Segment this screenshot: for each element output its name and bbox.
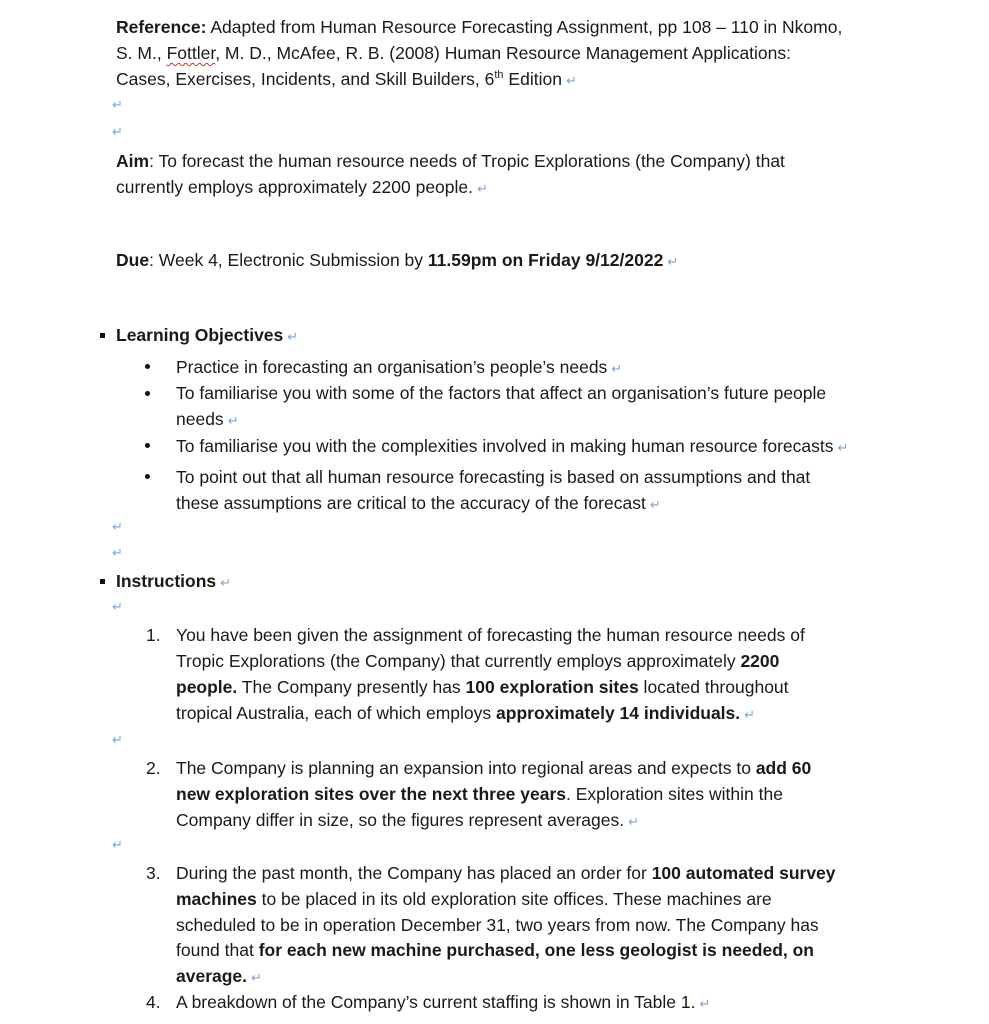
paragraph-mark-icon: ↵ [699, 996, 711, 1011]
objective-2-line-1: To familiarise you with some of the factors that affect an organisation’s future people [176, 383, 827, 403]
paragraph-mark-icon: ↵ [112, 97, 123, 112]
reference-line-3: Cases, Exercises, Incidents, and Skill Builders, 6th Edition ↵ [116, 69, 577, 89]
objective-4-line-1: To point out that all human resource forecasting is based on assumptions and that [176, 467, 811, 487]
paragraph-mark-icon: ↵ [837, 440, 849, 455]
spelling-flag[interactable]: Fottler [166, 43, 216, 63]
list-number: 3. [146, 863, 161, 883]
instruction-1-line-3: people. The Company presently has 100 exploration sites located throughout [176, 677, 789, 697]
paragraph-mark-icon: ↵ [251, 970, 262, 985]
aim-line-2: currently employs approximately 2200 people. ↵ [116, 177, 488, 197]
paragraph-mark-icon: ↵ [112, 732, 123, 747]
instruction-2-line-1: The Company is planning an expansion into regional areas and expects to add 60 [176, 758, 812, 778]
paragraph-mark-icon: ↵ [227, 413, 239, 428]
paragraph-mark-icon: ↵ [112, 519, 123, 534]
bullet-square-icon [100, 333, 105, 338]
paragraph-mark-icon: ↵ [649, 497, 661, 512]
instruction-3-line-3: scheduled to be in operation December 31, two years from now. The Company has [176, 915, 819, 935]
instructions-heading: Instructions ↵ [116, 571, 232, 591]
reference-line-1: Reference: Adapted from Human Resource Forecasting Assignment, pp 108 – 110 in Nkomo, [116, 17, 843, 37]
learning-objectives-heading: Learning Objectives ↵ [116, 325, 299, 345]
instruction-3-line-1: During the past month, the Company has placed an order for 100 automated survey [176, 863, 836, 883]
due-line: Due: Week 4, Electronic Submission by 11.59pm on Friday 9/12/2022 ↵ [116, 250, 679, 270]
instruction-2-line-2: new exploration sites over the next three years. Exploration sites within the [176, 784, 783, 804]
paragraph-mark-icon: ↵ [112, 545, 123, 560]
objective-3: To familiarise you with the complexities involved in making human resource forecasts ↵ [176, 436, 849, 456]
paragraph-mark-icon: ↵ [611, 361, 623, 376]
bullet-dot-icon [145, 364, 150, 369]
paragraph-mark-icon: ↵ [220, 575, 232, 590]
bullet-dot-icon [145, 474, 150, 479]
instruction-4-line-1: A breakdown of the Company’s current staffing is shown in Table 1. ↵ [176, 992, 711, 1012]
instruction-3-line-4: found that for each new machine purchased, one less geologist is needed, on [176, 940, 815, 960]
instruction-3-line-5: average. ↵ [176, 966, 262, 986]
instruction-1-line-4: tropical Australia, each of which employs approximately 14 individuals. ↵ [176, 703, 756, 723]
objective-1: Practice in forecasting an organisation’s people’s needs ↵ [176, 357, 623, 377]
paragraph-mark-icon: ↵ [287, 329, 299, 344]
bullet-square-icon [100, 579, 105, 584]
bullet-dot-icon [145, 391, 150, 396]
list-number: 2. [146, 758, 161, 778]
bullet-dot-icon [145, 443, 150, 448]
instruction-1-line-2: Tropic Explorations (the Company) that currently employs approximately 2200 [176, 651, 780, 671]
instruction-3-line-2: machines to be placed in its old exploration site offices. These machines are [176, 889, 772, 909]
paragraph-mark-icon: ↵ [112, 837, 123, 852]
instruction-1-line-1: You have been given the assignment of forecasting the human resource needs of [176, 625, 805, 645]
reference-line-2: S. M., Fottler, M. D., McAfee, R. B. (2008) Human Resource Management Applications: [116, 43, 792, 63]
paragraph-mark-icon: ↵ [112, 599, 123, 614]
paragraph-mark-icon: ↵ [477, 181, 488, 196]
paragraph-mark-icon: ↵ [667, 254, 679, 269]
aim-line-1: Aim: To forecast the human resource needs of Tropic Explorations (the Company) that [116, 151, 785, 171]
paragraph-mark-icon: ↵ [565, 73, 577, 88]
list-number: 4. [146, 992, 161, 1012]
paragraph-mark-icon: ↵ [628, 814, 640, 829]
list-number: 1. [146, 625, 161, 645]
paragraph-mark-icon: ↵ [744, 707, 756, 722]
instruction-2-line-3: Company differ in size, so the figures represent averages. ↵ [176, 810, 640, 830]
objective-4-line-2: these assumptions are critical to the accuracy of the forecast ↵ [176, 493, 661, 513]
objective-2-line-2: needs ↵ [176, 409, 239, 429]
paragraph-mark-icon: ↵ [112, 124, 123, 139]
